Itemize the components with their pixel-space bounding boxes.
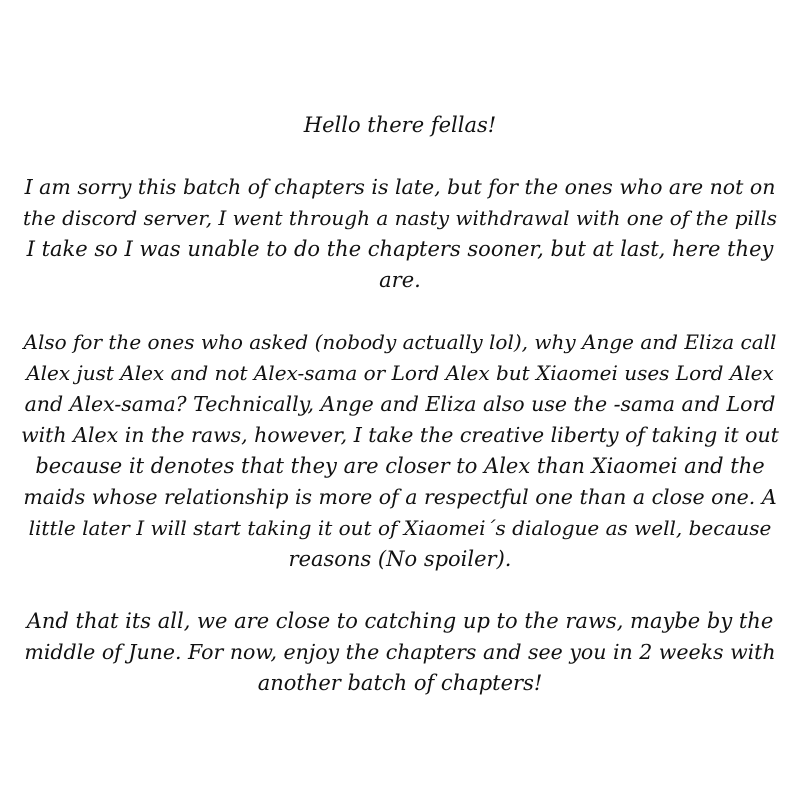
greeting-line: Hello there fellas!: [303, 113, 497, 137]
paragraph-line: and Alex-sama? Technically, Ange and Eliza also use the -sama and Lord: [24, 392, 776, 416]
paragraph-line: with Alex in the raws, however, I take the creative liberty of taking it out: [21, 423, 779, 447]
paragraph-closing: [20, 606, 780, 699]
paragraph-line: maids whose relationship is more of a respectful one than a close one. A: [23, 485, 777, 509]
paragraph-line: I am sorry this batch of chapters is late, but for the ones who are not on: [24, 175, 776, 199]
paragraph-line: reasons (No spoiler).: [288, 547, 512, 571]
paragraph-line: Alex just Alex and not Alex-sama or Lord Alex but Xiaomei uses Lord Alex: [26, 361, 774, 385]
paragraph-line: And that its all, we are close to catching up to the raws, maybe by the: [26, 609, 774, 633]
paragraph-line: Also for the ones who asked (nobody actually lol), why Ange and Eliza call: [23, 330, 777, 354]
paragraph-line: because it denotes that they are closer to Alex than Xiaomei and the: [35, 454, 765, 478]
paragraph-line: another batch of chapters!: [257, 671, 543, 695]
paragraph-line: middle of June. For now, enjoy the chapters and see you in 2 weeks with: [24, 640, 776, 664]
translator-note: [20, 110, 780, 699]
paragraph-line: the discord server, I went through a nasty withdrawal with one of the pills: [23, 206, 777, 230]
paragraph-line: are.: [379, 268, 421, 292]
paragraph-line: little later I will start taking it out of Xiaomei´s dialogue as well, because: [28, 516, 772, 540]
paragraph-apology: [20, 172, 780, 296]
paragraph-honorifics: [20, 327, 780, 575]
paragraph-line: I take so I was unable to do the chapters sooner, but at last, here they: [26, 237, 774, 261]
greeting: [20, 110, 780, 141]
